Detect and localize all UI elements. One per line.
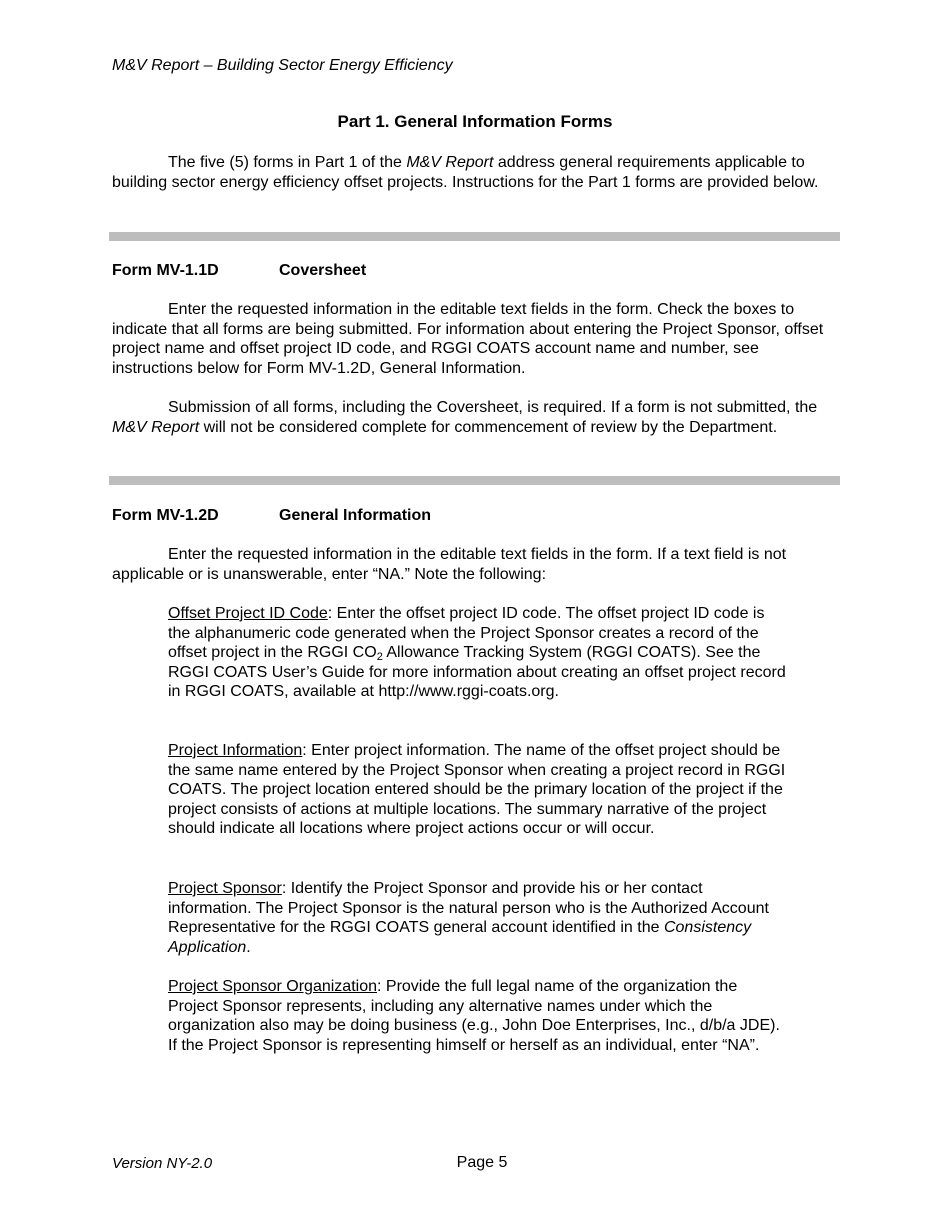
form-11d-paragraph-1: Enter the requested information in the editable text fields in the form. Check the boxes to indicate that all forms are being submitted. For information about entering the Project Sponsor, offset project name and offset project ID code, and RGGI COATS account name and number, see instructions below for Form MV-1.2D, General Information.	[112, 301, 824, 377]
part-title: Part 1. General Information Forms	[337, 112, 613, 131]
page-number: Page 5	[456, 1154, 508, 1171]
form-12d-intro: Enter the requested information in the editable text fields in the form. If a text field is not applicable or is unanswerable, enter “NA.” Note the following:	[112, 546, 787, 583]
running-header: M&V Report – Building Sector Energy Efficiency	[112, 57, 453, 74]
form-12d-heading: Form MV-1.2D General Information	[112, 507, 432, 524]
form-11d-heading: Form MV-1.1D Coversheet	[112, 262, 367, 279]
part1-intro: The five (5) forms in Part 1 of the M&V Report address general requirements applicable to building sector energy efficiency offset projects. Instructions for the Part 1 forms are provided below.	[112, 154, 819, 191]
note-project-sponsor: Project Sponsor: Identify the Project Sponsor and provide his or her contact information. The Project Sponsor is the natural person who is the Authorized Account Representative for the RGGI COATS general account identified in the Consistency Application.	[168, 880, 769, 956]
section-divider	[109, 476, 840, 485]
form-11d-paragraph-2: Submission of all forms, including the Coversheet, is required. If a form is not submitted, the M&V Report will not be considered complete for commencement of review by the Department.	[112, 399, 818, 436]
note-offset-project-id-code: Offset Project ID Code: Enter the offset project ID code. The offset project ID code is the alphanumeric code generated when the Project Sponsor creates a record of the offset project in the RGGI $CO_2$ Allowance Tracking System (RGGI COATS). See the RGGI COATS User’s Guide for more information about creating an offset project record in RGGI COATS, available at http://www.rggi-coats.org.	[168, 605, 786, 701]
note-project-sponsor-organization: Project Sponsor Organization: Provide the full legal name of the organization the Project Sponsor represents, including any alternative names under which the organization also may be doing business (e.g., John Doe Enterprises, Inc., d/b/a JDE). If the Project Sponsor is representing himself or herself as an individual, enter “NA”.	[168, 978, 780, 1054]
version-label: Version NY-2.0	[112, 1155, 213, 1172]
section-divider	[109, 232, 840, 241]
note-project-information: Project Information: Enter project information. The name of the offset project should be the same name entered by the Project Sponsor when creating a project record in RGGI COATS. The project location entered should be the primary location of the project if the project consists of actions at multiple locations. The summary narrative of the project should indicate all locations where project actions occur or will occur.	[168, 742, 786, 838]
